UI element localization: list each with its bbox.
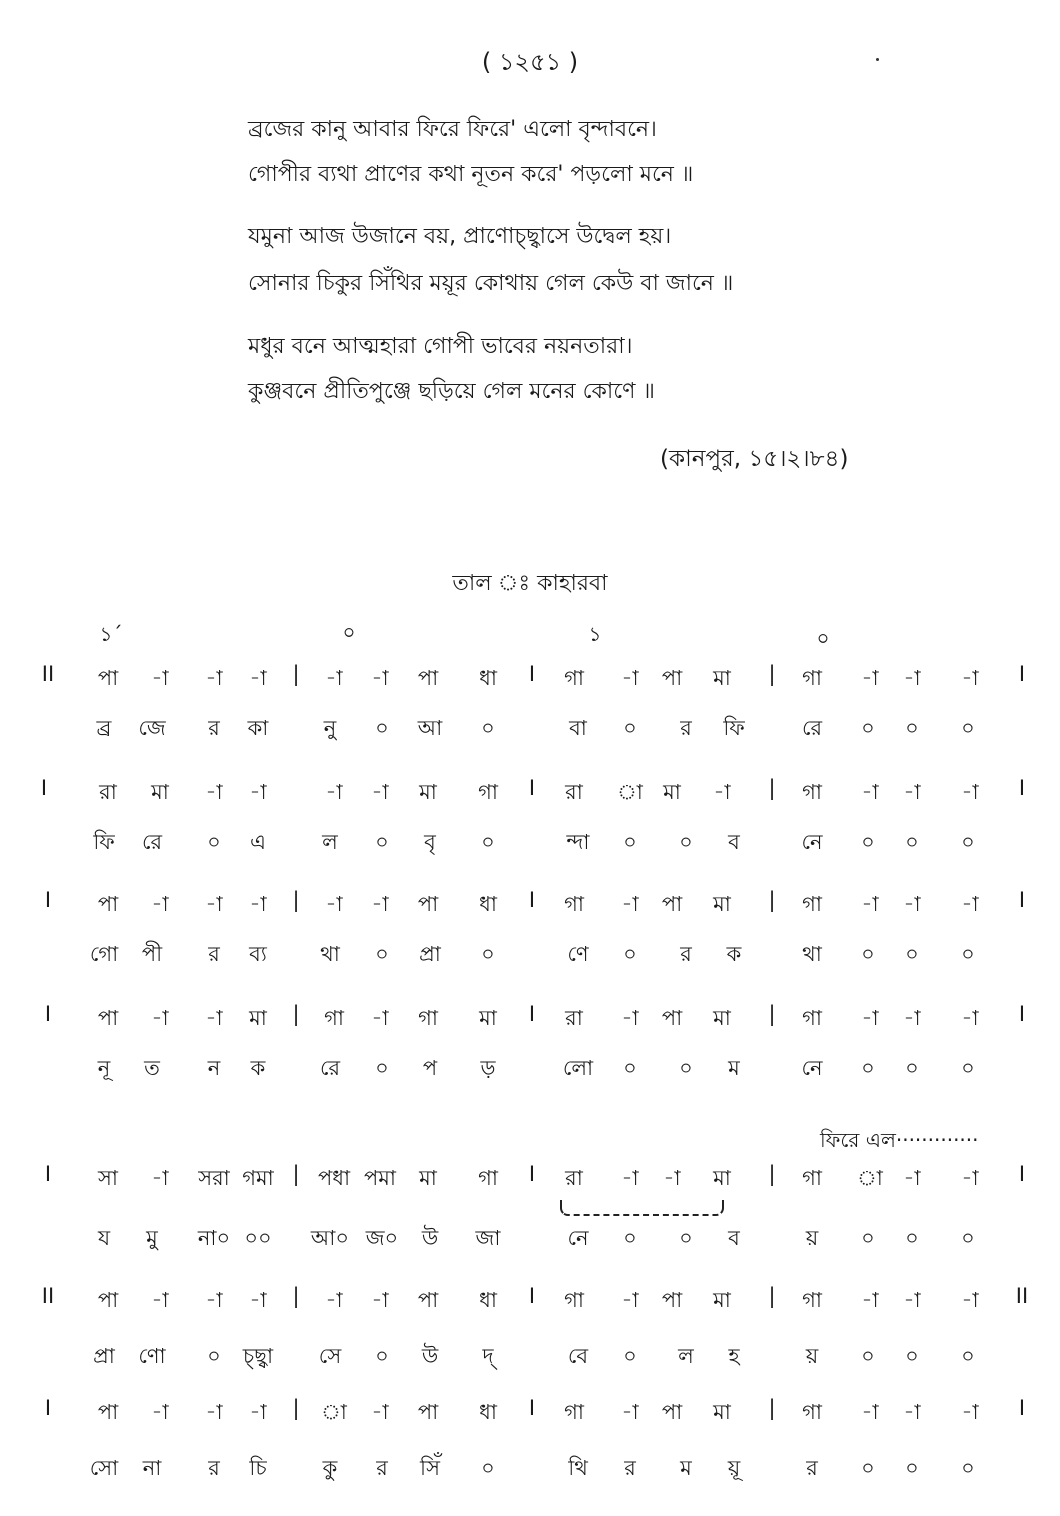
notation-symbol: -া	[325, 780, 343, 804]
notation-symbol: -া	[205, 892, 223, 916]
notation-symbol: |	[292, 662, 300, 686]
notation-symbol: I	[528, 888, 536, 912]
notation-symbol: পা	[97, 1400, 119, 1424]
lyric-syllable: ০	[375, 1056, 389, 1080]
lyric-syllable: ০	[905, 716, 919, 740]
notation-symbol: পা	[417, 666, 439, 690]
notation-symbol: |	[768, 1162, 776, 1186]
notation-symbol: I	[1018, 776, 1026, 800]
lyric-syllable: কু	[322, 1456, 338, 1480]
lyric-syllable: আ০	[310, 1226, 350, 1250]
notation-symbol: -া	[861, 780, 879, 804]
lyric-syllable: নে	[801, 830, 823, 854]
notation-symbol: পা	[661, 666, 683, 690]
notation-symbol: মা	[419, 1166, 437, 1190]
notation-symbol: -া	[961, 892, 979, 916]
notation-symbol: মা	[713, 892, 731, 916]
notation-symbol: -া	[325, 892, 343, 916]
marginal-note: ফিরে এল·············	[820, 1128, 979, 1152]
lyric-syllable: র	[376, 1456, 388, 1480]
beat-mark-2: ০	[342, 620, 356, 644]
notation-symbol: II	[41, 1284, 55, 1308]
lyric-syllable: লো	[562, 1056, 594, 1080]
notation-symbol: -া	[861, 1288, 879, 1312]
notation-symbol: |	[768, 1396, 776, 1420]
notation-symbol: -া	[621, 666, 639, 690]
lyric-syllable: দ্	[482, 1344, 494, 1368]
notation-symbol: -া	[371, 780, 389, 804]
notation-symbol: -া	[151, 1006, 169, 1030]
notation-symbol: -া	[861, 892, 879, 916]
notation-symbol: গা	[802, 1006, 822, 1030]
notation-symbol: পা	[661, 892, 683, 916]
lyric-syllable: ০০	[244, 1226, 272, 1250]
notation-symbol: I	[1018, 1396, 1026, 1420]
verse-line-2: গোপীর ব্যথা প্রাণের কথা নূতন করে' পড়লো মনে ॥	[248, 162, 694, 187]
beat-mark-3: ১	[588, 622, 602, 646]
lyric-syllable: ০	[623, 830, 637, 854]
lyric-syllable: র	[208, 716, 220, 740]
notation-symbol: -া	[249, 780, 267, 804]
notation-symbol: সরা	[198, 1166, 230, 1190]
notation-symbol: গা	[802, 1288, 822, 1312]
verse-line-1: ব্রজের কানু আবার ফিরে ফিরে' এলো বৃন্দাবনে।	[248, 117, 657, 142]
lyric-syllable: ০	[623, 1056, 637, 1080]
lyric-syllable: না০	[197, 1226, 231, 1250]
notation-symbol: -া	[903, 892, 921, 916]
notation-symbol: গা	[564, 1400, 584, 1424]
lyric-syllable: ত	[144, 1056, 160, 1080]
lyric-syllable: ০	[679, 830, 693, 854]
notation-symbol: -া	[861, 666, 879, 690]
lyric-syllable: ফি	[723, 716, 745, 740]
notation-symbol: I	[1018, 662, 1026, 686]
lyric-syllable: ক	[726, 942, 742, 966]
lyric-syllable: ম	[680, 1456, 692, 1480]
notation-symbol: পা	[661, 1400, 683, 1424]
lyric-syllable: ০	[861, 1456, 875, 1480]
lyric-syllable: থা	[320, 942, 340, 966]
notation-symbol: -া	[621, 1166, 639, 1190]
notation-symbol: -া	[663, 1166, 681, 1190]
notation-row	[0, 662, 1060, 702]
notation-symbol: গা	[478, 780, 498, 804]
notation-symbol: পা	[417, 1288, 439, 1312]
notation-symbol: গা	[478, 1166, 498, 1190]
notation-symbol: -া	[621, 892, 639, 916]
notation-row	[0, 776, 1060, 816]
notation-symbol: |	[768, 776, 776, 800]
lyric-syllable: ০	[375, 716, 389, 740]
lyric-row	[0, 1340, 1060, 1380]
notation-symbol: মা	[713, 1400, 731, 1424]
lyric-syllable: ০	[961, 830, 975, 854]
notation-symbol: ধা	[479, 1288, 497, 1312]
lyric-syllable: ০	[961, 1456, 975, 1480]
lyric-row	[0, 1222, 1060, 1262]
notation-symbol: -া	[325, 1288, 343, 1312]
lyric-syllable: ণে	[567, 942, 589, 966]
verse-line-4: সোনার চিকুর সিঁথির ময়ূর কোথায় গেল কেউ বা জানে ॥	[248, 271, 734, 296]
lyric-syllable: ল	[678, 1344, 694, 1368]
notation-symbol: পা	[97, 1288, 119, 1312]
notation-symbol: গা	[802, 892, 822, 916]
lyric-syllable: না	[142, 1456, 162, 1480]
notation-symbol: গা	[564, 1288, 584, 1312]
lyric-syllable: ০	[679, 1056, 693, 1080]
lyric-syllable: ০	[481, 942, 495, 966]
notation-symbol: -া	[249, 666, 267, 690]
notation-symbol: পা	[661, 1288, 683, 1312]
notation-symbol: পা	[417, 1400, 439, 1424]
lyric-syllable: ০	[905, 1226, 919, 1250]
lyric-syllable: রে	[319, 1056, 341, 1080]
lyric-syllable: প	[422, 1056, 438, 1080]
notation-symbol: -া	[205, 1288, 223, 1312]
notation-symbol: |	[768, 1002, 776, 1026]
beat-mark-4: ০	[816, 626, 830, 650]
notation-symbol: রা	[565, 1006, 583, 1030]
lyric-syllable: র	[680, 942, 692, 966]
notation-symbol: -া	[205, 780, 223, 804]
notation-symbol: I	[528, 776, 536, 800]
notation-symbol: I	[44, 1002, 52, 1026]
lyric-syllable: মু	[146, 1226, 158, 1250]
lyric-syllable: ০	[861, 716, 875, 740]
notation-symbol: |	[292, 1396, 300, 1420]
notation-symbol: -া	[325, 666, 343, 690]
lyric-syllable: নু	[323, 716, 337, 740]
lyric-syllable: ০	[207, 1344, 221, 1368]
notation-symbol: রা	[565, 780, 583, 804]
place-date: (কানপুর, ১৫।২।৮৪)	[660, 446, 849, 472]
notation-symbol: -া	[151, 666, 169, 690]
lyric-syllable: এ	[250, 830, 266, 854]
notation-symbol: -া	[205, 1006, 223, 1030]
notation-symbol: মা	[713, 1006, 731, 1030]
lyric-syllable: হ	[728, 1344, 740, 1368]
notation-symbol: -া	[903, 666, 921, 690]
notation-symbol: গা	[564, 892, 584, 916]
lyric-syllable: গো	[89, 942, 119, 966]
lyric-row	[0, 826, 1060, 866]
notation-symbol: -া	[713, 780, 731, 804]
notation-symbol: -া	[371, 666, 389, 690]
ink-speck	[876, 58, 879, 61]
notation-symbol: ধা	[479, 1400, 497, 1424]
notation-symbol: গা	[418, 1006, 438, 1030]
lyric-syllable: ০	[961, 1226, 975, 1250]
notation-row	[0, 1396, 1060, 1436]
lyric-syllable: ব্য	[249, 942, 267, 966]
notation-symbol: মা	[479, 1006, 497, 1030]
notation-symbol: |	[768, 888, 776, 912]
lyric-syllable: পী	[141, 942, 163, 966]
lyric-syllable: থা	[802, 942, 822, 966]
verse-line-6: কুঞ্জবনে প্রীতিপুঞ্জে ছড়িয়ে গেল মনের কোণে ॥	[248, 379, 655, 404]
notation-symbol: -া	[621, 1006, 639, 1030]
phrase-bracket	[560, 1200, 724, 1216]
notation-symbol: -া	[903, 1288, 921, 1312]
notation-symbol: পমা	[363, 1166, 397, 1190]
notation-symbol: রা	[565, 1166, 583, 1190]
notation-symbol: গা	[802, 1400, 822, 1424]
notation-symbol: -া	[151, 1400, 169, 1424]
lyric-syllable: ল	[322, 830, 338, 854]
lyric-syllable: ০	[623, 942, 637, 966]
lyric-syllable: ০	[961, 1344, 975, 1368]
lyric-syllable: ০	[905, 830, 919, 854]
lyric-syllable: য়ূ	[727, 1456, 741, 1480]
notation-symbol: -া	[371, 1006, 389, 1030]
lyric-syllable: নূ	[97, 1056, 111, 1080]
notation-symbol: গা	[802, 780, 822, 804]
taal-heading: তাল ঃ কাহারবা	[452, 571, 608, 596]
notation-symbol: |	[292, 1002, 300, 1026]
lyric-syllable: ০	[623, 716, 637, 740]
lyric-syllable: ০	[961, 942, 975, 966]
notation-symbol: I	[528, 662, 536, 686]
notation-symbol: I	[528, 1284, 536, 1308]
lyric-syllable: র	[208, 1456, 220, 1480]
notation-symbol: -া	[205, 666, 223, 690]
lyric-syllable: ০	[861, 942, 875, 966]
lyric-syllable: ০	[905, 942, 919, 966]
notation-symbol: I	[528, 1002, 536, 1026]
notation-symbol: I	[1018, 888, 1026, 912]
notation-symbol: -া	[903, 780, 921, 804]
notation-symbol: -া	[151, 1288, 169, 1312]
notation-symbol: মা	[663, 780, 681, 804]
notation-symbol: পা	[97, 1006, 119, 1030]
notation-symbol: I	[1018, 1002, 1026, 1026]
lyric-syllable: র	[680, 716, 692, 740]
verse-line-5: মধুর বনে আত্মহারা গোপী ভাবের নয়নতারা।	[248, 334, 633, 359]
notation-symbol: গা	[802, 1166, 822, 1190]
notation-symbol: -া	[151, 892, 169, 916]
lyric-syllable: নে	[567, 1226, 589, 1250]
lyric-syllable: ০	[481, 1456, 495, 1480]
notation-symbol: ধা	[479, 892, 497, 916]
lyric-syllable: ম	[728, 1056, 740, 1080]
notation-symbol: গা	[324, 1006, 344, 1030]
lyric-syllable: বে	[567, 1344, 589, 1368]
lyric-syllable: ০	[861, 1056, 875, 1080]
notation-symbol: I	[40, 776, 48, 800]
notation-symbol: সা	[98, 1166, 118, 1190]
lyric-row	[0, 1452, 1060, 1492]
lyric-syllable: য়	[805, 1344, 819, 1368]
notation-symbol: -া	[249, 1288, 267, 1312]
lyric-syllable: ব	[728, 1226, 740, 1250]
notation-symbol: া	[617, 780, 643, 804]
lyric-syllable: থি	[568, 1456, 588, 1480]
notation-symbol: I	[528, 1396, 536, 1420]
notation-symbol: II	[41, 662, 55, 686]
notation-symbol: মা	[151, 780, 169, 804]
notation-symbol: -া	[961, 1006, 979, 1030]
lyric-syllable: ব্র	[96, 716, 112, 740]
notation-symbol: পা	[417, 892, 439, 916]
lyric-syllable: ০	[679, 1226, 693, 1250]
notation-symbol: া	[857, 1166, 883, 1190]
notation-symbol: ধা	[479, 666, 497, 690]
notation-symbol: -া	[205, 1400, 223, 1424]
notation-symbol: I	[528, 1162, 536, 1186]
notation-symbol: -া	[249, 892, 267, 916]
notation-symbol: মা	[713, 666, 731, 690]
notation-row	[0, 888, 1060, 928]
lyric-syllable: জ০	[365, 1226, 399, 1250]
lyric-syllable: প্রা	[419, 942, 441, 966]
lyric-syllable: র	[806, 1456, 818, 1480]
notation-symbol: -া	[903, 1006, 921, 1030]
lyric-syllable: ০	[623, 1344, 637, 1368]
notation-symbol: |	[292, 1284, 300, 1308]
notation-symbol: -া	[961, 780, 979, 804]
notation-symbol: মা	[249, 1006, 267, 1030]
notation-symbol: -া	[903, 1400, 921, 1424]
lyric-syllable: ০	[207, 830, 221, 854]
lyric-syllable: ন	[207, 1056, 221, 1080]
lyric-syllable: জে	[138, 716, 166, 740]
notation-symbol: |	[292, 1162, 300, 1186]
lyric-syllable: ক	[250, 1056, 266, 1080]
lyric-syllable: ০	[375, 942, 389, 966]
lyric-syllable: র	[208, 942, 220, 966]
lyric-syllable: ০	[375, 1344, 389, 1368]
lyric-syllable: ০	[961, 1056, 975, 1080]
notation-symbol: |	[292, 888, 300, 912]
lyric-syllable: ০	[481, 830, 495, 854]
notation-symbol: গা	[802, 666, 822, 690]
lyric-syllable: ০	[961, 716, 975, 740]
lyric-syllable: সে	[318, 1344, 342, 1368]
lyric-syllable: চ্ছ্বা	[242, 1344, 274, 1368]
lyric-syllable: ব	[728, 830, 740, 854]
notation-symbol: -া	[961, 1400, 979, 1424]
notation-symbol: পা	[97, 666, 119, 690]
lyric-syllable: সিঁ	[420, 1456, 440, 1480]
notation-symbol: I	[1018, 1162, 1026, 1186]
notation-symbol: া	[321, 1400, 347, 1424]
notation-symbol: -া	[371, 892, 389, 916]
notation-symbol: -া	[151, 1166, 169, 1190]
notation-symbol: -া	[621, 1400, 639, 1424]
lyric-syllable: আ	[417, 716, 443, 740]
notation-symbol: -া	[861, 1006, 879, 1030]
lyric-syllable: চি	[249, 1456, 267, 1480]
lyric-syllable: রে	[801, 716, 823, 740]
notation-row	[0, 1162, 1060, 1202]
notation-symbol: পা	[97, 892, 119, 916]
notation-symbol: II	[1015, 1284, 1029, 1308]
notation-symbol: -া	[371, 1288, 389, 1312]
notation-symbol: গা	[564, 666, 584, 690]
lyric-syllable: ফি	[93, 830, 115, 854]
lyric-row	[0, 938, 1060, 978]
notation-symbol: I	[44, 1396, 52, 1420]
notation-symbol: -া	[861, 1400, 879, 1424]
notation-symbol: I	[44, 888, 52, 912]
lyric-syllable: ০	[905, 1056, 919, 1080]
lyric-syllable: কা	[247, 716, 269, 740]
lyric-syllable: র	[624, 1456, 636, 1480]
notation-row	[0, 1284, 1060, 1324]
lyric-syllable: ০	[861, 830, 875, 854]
lyric-syllable: ০	[623, 1226, 637, 1250]
lyric-syllable: য	[97, 1226, 111, 1250]
lyric-row	[0, 1052, 1060, 1092]
notation-symbol: -া	[961, 1166, 979, 1190]
lyric-syllable: ন্দা	[566, 830, 590, 854]
notation-symbol: |	[768, 1284, 776, 1308]
lyric-syllable: য়	[805, 1226, 819, 1250]
notation-symbol: |	[768, 662, 776, 686]
lyric-syllable: ০	[375, 830, 389, 854]
notation-row	[0, 1002, 1060, 1042]
notation-symbol: মা	[713, 1288, 731, 1312]
notation-symbol: -া	[621, 1288, 639, 1312]
lyric-syllable: বৃ	[424, 830, 436, 854]
lyric-syllable: উ	[421, 1344, 439, 1368]
notation-symbol: -া	[903, 1166, 921, 1190]
verse-line-3: যমুনা আজ উজানে বয়, প্রাণোচ্ছ্বাসে উদ্বেল হয়।	[248, 224, 672, 249]
notation-symbol: পা	[661, 1006, 683, 1030]
notation-symbol: মা	[419, 780, 437, 804]
lyric-syllable: ০	[861, 1344, 875, 1368]
lyric-row	[0, 712, 1060, 752]
lyric-syllable: নে	[801, 1056, 823, 1080]
lyric-syllable: ণো	[138, 1344, 166, 1368]
beat-mark-1: ১´	[99, 622, 123, 646]
lyric-syllable: সো	[89, 1456, 119, 1480]
lyric-syllable: ০	[905, 1456, 919, 1480]
lyric-syllable: ড়	[480, 1056, 496, 1080]
notation-symbol: -া	[961, 1288, 979, 1312]
page-number: ( ১২৫১ )	[481, 48, 579, 76]
notation-symbol: -া	[371, 1400, 389, 1424]
lyric-syllable: ০	[905, 1344, 919, 1368]
lyric-syllable: ০	[861, 1226, 875, 1250]
notation-symbol: পধা	[317, 1166, 351, 1190]
lyric-syllable: বা	[569, 716, 587, 740]
lyric-syllable: রে	[141, 830, 163, 854]
lyric-syllable: জা	[475, 1226, 501, 1250]
notation-symbol: -া	[961, 666, 979, 690]
lyric-syllable: উ	[421, 1226, 439, 1250]
lyric-syllable: প্রা	[93, 1344, 115, 1368]
notation-symbol: মা	[713, 1166, 731, 1190]
notation-symbol: রা	[99, 780, 117, 804]
notation-symbol: গমা	[242, 1166, 274, 1190]
notation-symbol: -া	[249, 1400, 267, 1424]
lyric-syllable: ০	[481, 716, 495, 740]
notation-symbol: I	[44, 1162, 52, 1186]
